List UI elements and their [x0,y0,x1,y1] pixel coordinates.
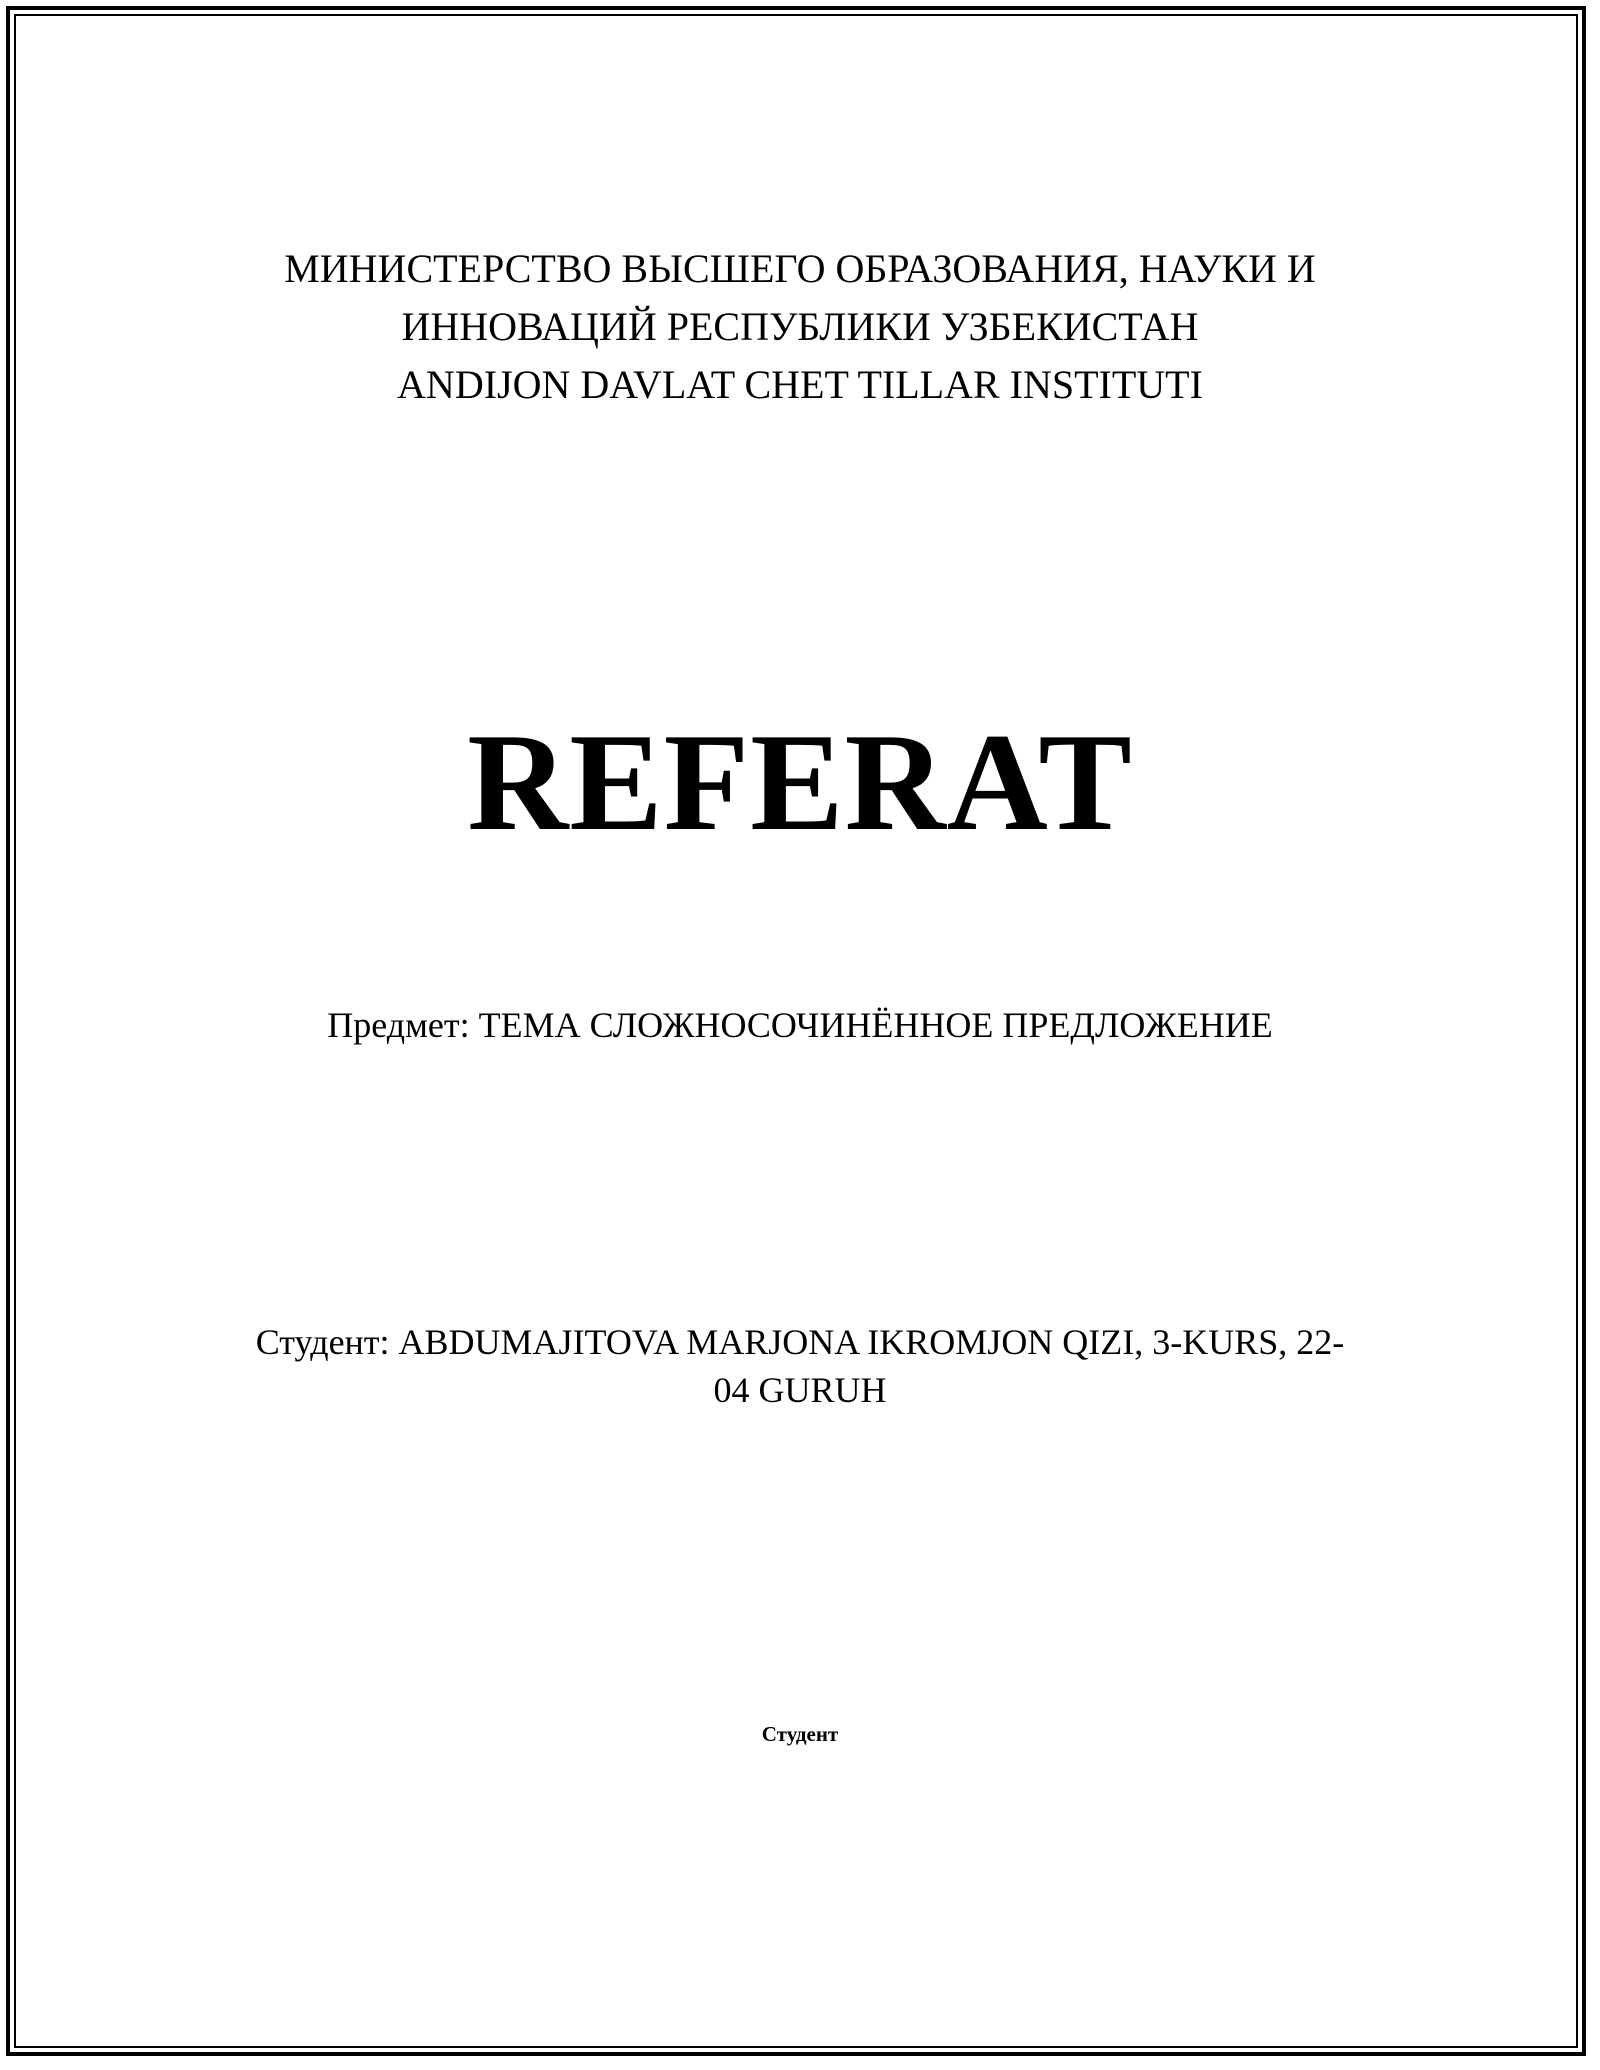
student-line-name: Студент: ABDUMAJITOVA MARJONA IKROMJON QIZI, 3-KURS, 22- [255,1322,1345,1362]
student-line-group: 04 GURUH [713,1370,887,1410]
student-info [0,1318,1600,1414]
footer-student-label: Студент [761,1722,839,1746]
subject-line: Предмет: ТЕМА СЛОЖНОСОЧИНЁННОЕ ПРЕДЛОЖЕНИЕ [327,1005,1273,1045]
header-line-institute: ANDIJON DAVLAT CHET TILLAR INSTITUTI [397,362,1203,407]
institution-header [0,240,1600,414]
header-line-ministry: МИНИСТЕРСТВО ВЫСШЕГО ОБРАЗОВАНИЯ, НАУКИ И [284,246,1316,291]
header-line-republic: ИННОВАЦИЙ РЕСПУБЛИКИ УЗБЕКИСТАН [401,304,1199,349]
document-title: REFERAT [467,705,1133,860]
